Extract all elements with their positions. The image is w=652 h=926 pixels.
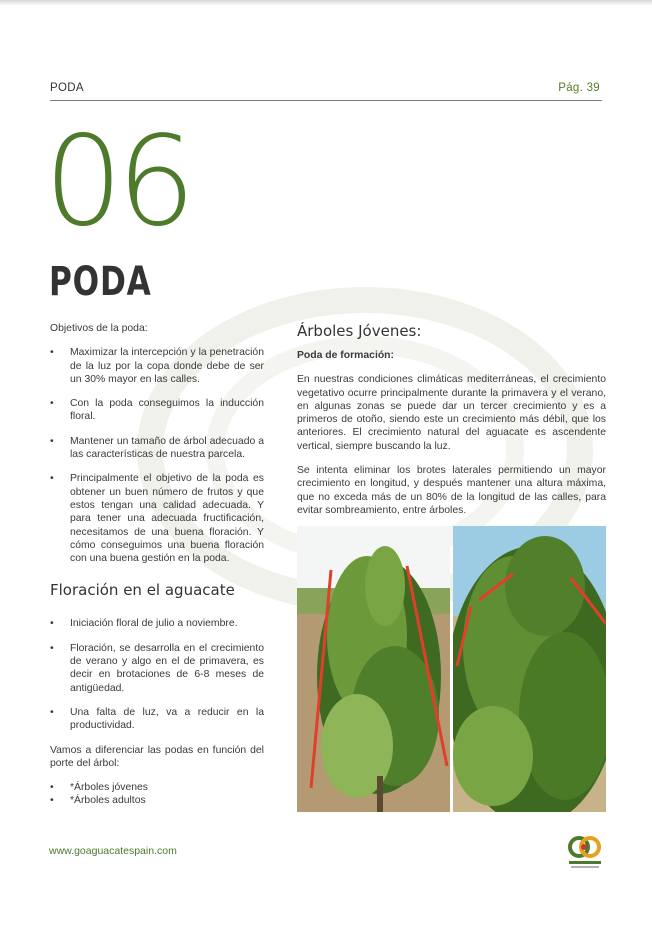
floracion-list — [50, 617, 264, 732]
goaguacate-logo — [565, 832, 605, 872]
objectives-intro: Objetivos de la poda: — [50, 323, 148, 334]
header-divider — [50, 100, 602, 101]
chapter-number: 06 — [44, 110, 190, 254]
objective-item: • Con la poda conseguimos la inducción floral. — [50, 397, 264, 424]
floracion-item: • Iniciación floral de julio a noviembre. — [50, 617, 264, 630]
objective-item: • Principalmente el objetivo de la poda es obtener un buen número de frutos y que estos tengan una calidad adecuada. Y para tener una adecuada fructificación, necesitamos de una buena floración. Y cómo conseguimos una buena floración con una buena gestión en la poda. — [50, 472, 264, 565]
diferenciar-text: Vamos a diferenciar las podas en función del porte del árbol: — [50, 744, 264, 769]
floracion-item: • Floración, se desarrolla en el crecimiento de verano y algo en el de primavera, es decir en brotaciones de 6-8 meses de antigüedad. — [50, 642, 264, 695]
objective-item: • Maximizar la intercepción y la penetración de la luz por la copa donde debe de ser un 30% mayor en las calles. — [50, 346, 264, 386]
header-section: PODA — [50, 82, 84, 94]
arboles-jovenes-heading: Árboles Jóvenes: — [297, 322, 422, 340]
header-page-number: Pág. 39 — [558, 82, 600, 94]
right-column — [297, 322, 606, 517]
floracion-item: • Una falta de luz, va a reducir en la productividad. — [50, 706, 264, 733]
top-shadow — [0, 0, 652, 6]
objective-item: • Mantener un tamaño de árbol adecuado a las características de nuestra parcela. — [50, 435, 264, 462]
floracion-heading: Floración en el aguacate — [50, 581, 235, 600]
young-tree-photo-right — [453, 526, 606, 812]
paragraph-crecimiento: En nuestras condiciones climáticas mediterráneas, el crecimiento vegetativo ocurre principalmente durante la primavera y el verano, en algunas zonas se puede dar un tercer crecimiento y es a primeros de otoño, siendo este un crecimiento más débil, que los anteriores. El crecimiento natural del aguacate es ascendente vertical, siempre buscando la luz. — [297, 374, 606, 452]
tipos-list — [50, 781, 264, 808]
avocado-tree-photos — [297, 526, 606, 812]
chapter-title: PODA — [49, 259, 152, 305]
poda-formacion-subheading: Poda de formación: — [297, 350, 394, 361]
objectives-list — [50, 346, 264, 565]
young-tree-photo-left — [297, 526, 450, 812]
left-column — [50, 322, 264, 808]
footer-website-link[interactable]: www.goaguacatespain.com — [49, 845, 177, 857]
tipo-item: • *Árboles adultos — [50, 794, 264, 807]
paragraph-brotes: Se intenta eliminar los brotes laterales permitiendo un mayor crecimiento en longitud, y después mantener una altura máxima, que no exceda más de un 80% de la longitud de las calles, para evitar sombreamiento, entre árboles. — [297, 465, 606, 516]
tipo-item: • *Árboles jóvenes — [50, 781, 264, 794]
